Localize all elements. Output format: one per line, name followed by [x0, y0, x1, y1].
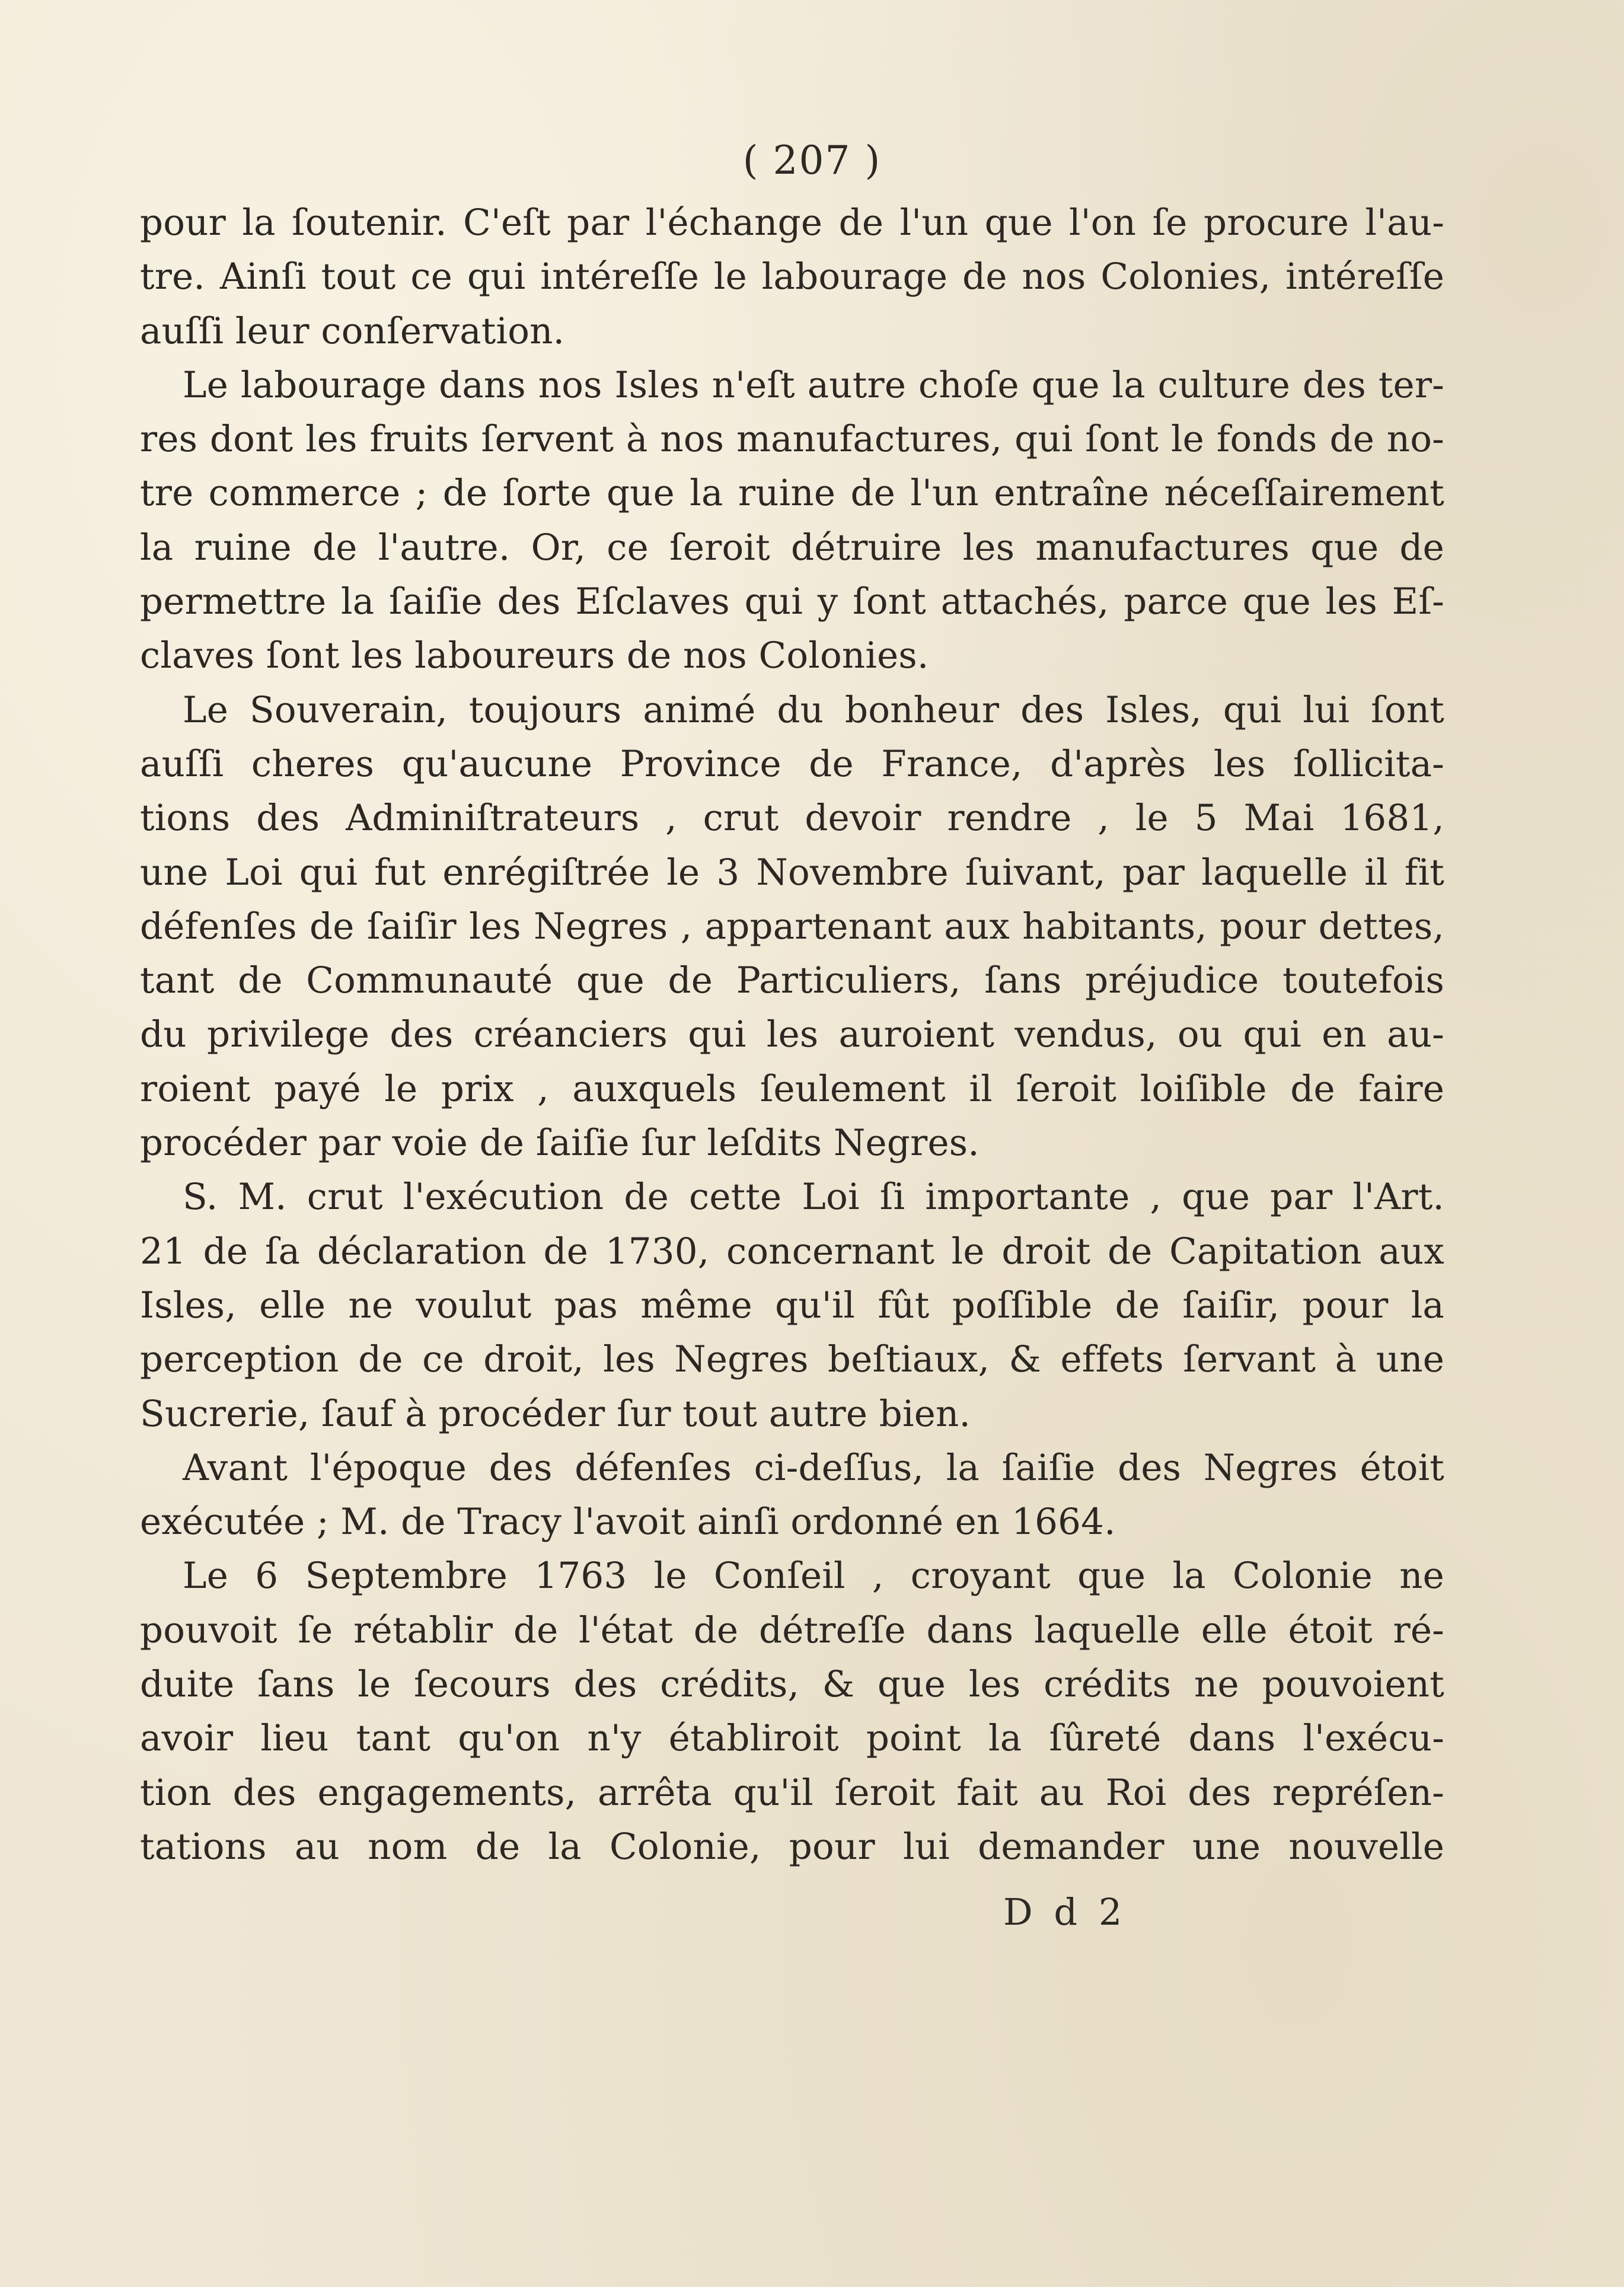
text-line-8: permettre la ſaiſie des Eſclaves qui y ſont attachés, parce que les Eſ-: [140, 580, 1444, 623]
text-line-22: perception de ce droit, les Negres beſtiaux, & effets ſervant à une: [140, 1338, 1444, 1381]
text-line-13: une Loi qui fut enrégiſtrée le 3 Novembre ſuivant, par laquelle il fit: [140, 851, 1444, 894]
body-text: [140, 196, 1444, 1874]
text-line-17: roient payé le prix , auxquels ſeulement il ſeroit loiſible de faire: [140, 1067, 1444, 1110]
text-line-20: 21 de ſa déclaration de 1730, concernant le droit de Capitation aux: [140, 1230, 1444, 1272]
text-line-10: Le Souverain, toujours animé du bonheur des Isles, qui lui ſont: [183, 688, 1444, 731]
text-line-21: Isles, elle ne voulut pas même qu'il fût poſſible de ſaiſir, pour la: [140, 1284, 1444, 1326]
text-line-30: tion des engagements, arrêta qu'il ſeroit fait au Roi des repréſen-: [140, 1771, 1444, 1814]
text-line-5: res dont les fruits ſervent à nos manufactures, qui ſont le fonds de no-: [140, 418, 1444, 461]
text-line-25: exécutée ; M. de Tracy l'avoit ainſi ordonné en 1664.: [140, 1501, 1116, 1543]
text-line-11: auſſi cheres qu'aucune Province de France, d'après les ſollicita-: [140, 742, 1444, 785]
text-line-18: procéder par voie de ſaiſie ſur leſdits Negres.: [140, 1122, 979, 1165]
text-line-9: claves ſont les laboureurs de nos Colonies.: [140, 634, 929, 677]
text-line-26: Le 6 Septembre 1763 le Conſeil , croyant que la Colonie ne: [183, 1555, 1444, 1597]
text-line-7: la ruine de l'autre. Or, ce ſeroit détruire les manufactures que de: [140, 526, 1444, 569]
text-line-31: tations au nom de la Colonie, pour lui demander une nouvelle: [140, 1825, 1444, 1868]
text-line-19: S. M. crut l'exécution de cette Loi ſi importante , que par l'Art.: [183, 1176, 1444, 1219]
text-line-23: Sucrerie, ſauf à procéder ſur tout autre bien.: [140, 1392, 971, 1435]
signature-mark: D d 2: [1003, 1890, 1127, 1934]
text-line-6: tre commerce ; de ſorte que la ruine de l'un entraîne néceſſairement: [140, 472, 1444, 515]
text-line-27: pouvoit ſe rétablir de l'état de détreſſe dans laquelle elle étoit ré-: [140, 1609, 1444, 1651]
text-line-15: tant de Communauté que de Particuliers, ſans préjudice toutefois: [140, 959, 1444, 1002]
text-line-3: auſſi leur conſervation.: [140, 310, 565, 352]
text-line-2: tre. Ainſi tout ce qui intéreſſe le labourage de nos Colonies, intéreſſe: [140, 256, 1444, 298]
text-line-14: défenſes de ſaiſir les Negres , appartenant aux habitants, pour dettes,: [140, 905, 1444, 948]
text-line-24: Avant l'époque des défenſes ci-deſſus, la ſaiſie des Negres étoit: [183, 1446, 1444, 1489]
text-line-16: du privilege des créanciers qui les auroient vendus, ou qui en au-: [140, 1013, 1444, 1056]
text-line-1: pour la ſoutenir. C'eſt par l'échange de l'un que l'on ſe procure l'au-: [140, 202, 1444, 244]
text-line-29: avoir lieu tant qu'on n'y établiroit point la ſûreté dans l'exécu-: [140, 1717, 1444, 1760]
text-line-28: duite ſans le ſecours des crédits, & que les crédits ne pouvoient: [140, 1663, 1444, 1706]
text-line-4: Le labourage dans nos Isles n'eſt autre choſe que la culture des ter-: [183, 363, 1444, 406]
text-line-12: tions des Adminiſtrateurs , crut devoir rendre , le 5 Mai 1681,: [140, 797, 1444, 840]
page-number: ( 207 ): [742, 138, 882, 183]
